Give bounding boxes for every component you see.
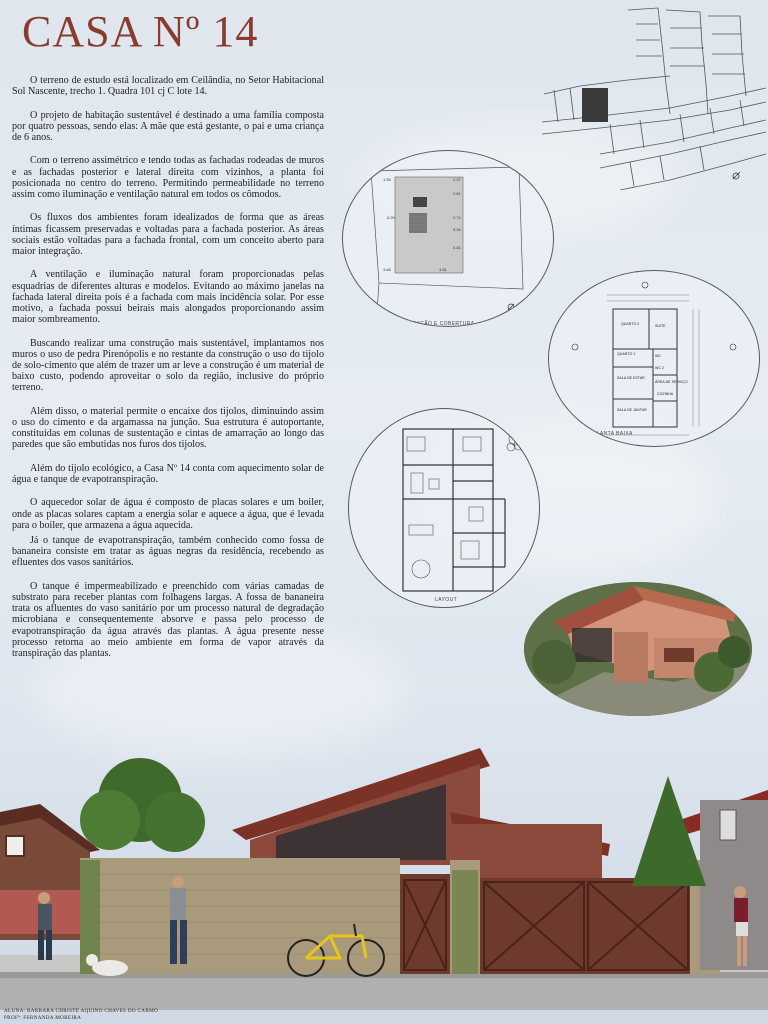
page-title: CASA Nº 14 — [22, 7, 259, 56]
paragraph: Com o terreno assimétrico e tendo todas as fachadas rodeadas de muros e as fachadas posterior e lateral direita com vizinhos, a planta foi posicionada no centro do terreno. Permitindo permeabilidade no terreno assim como iluminação e ventilação natural em todos os cômodos. — [12, 155, 324, 200]
layout-circle — [348, 408, 540, 608]
room-label: WC — [655, 354, 661, 358]
room-label: COZINHA — [657, 392, 674, 396]
credits — [4, 1008, 158, 1022]
room-label: SALA DE ESTAR — [617, 376, 645, 380]
paragraph: Além do tijolo ecológico, a Casa Nº 14 conta com aquecimento solar de água e tanque de evapotranspiração. — [12, 462, 324, 485]
paragraph: O terreno de estudo está localizado em Ceilândia, no Setor Habitacional Sol Nascente, trecho 1. Quadra 101 cj C lote 14. — [12, 75, 324, 98]
ground-floor-circle — [548, 270, 760, 447]
paragraph: Os fluxos dos ambientes foram idealizados de forma que as áreas íntimas ficassem preservadas e voltadas para a fachada posterior. As áreas sociais estão voltadas para a fachada frontal, com um conceito aberto para maior integração. — [12, 212, 324, 257]
dimension-label: 3.24 — [453, 227, 461, 232]
dimension-label: 0.20 — [387, 215, 395, 220]
paragraph: Além disso, o material permite o encaixe dos tijolos, diminuindo assim o uso do cimento e da argamassa na junção. Sua estrutura é autoportante, constituídas em colunas de sustentação e cintas de amarração ao longo das paredes que são embutidas nos furos dos tijolos. — [12, 405, 324, 451]
room-label: QUARTO 1 — [617, 352, 636, 356]
student-credit: ALUNA: BARBARA CHRISTE AQUINO CHAVES DO CARMO — [4, 1008, 159, 1014]
location-map — [540, 4, 768, 190]
render-circle — [524, 582, 752, 716]
layout-label: LAYOUT — [435, 597, 458, 603]
dimension-label: 2.61 — [453, 191, 461, 196]
dimension-label: 2.74 — [453, 215, 461, 220]
dimension-label: 1.95 — [383, 177, 391, 182]
site-plan-label: LOCAÇÃO E COBERTURA — [405, 321, 475, 327]
dimension-label: 2.37 — [453, 177, 461, 182]
dimension-label: 3.81 — [439, 267, 447, 272]
facade-render — [0, 740, 768, 1010]
description-column — [12, 75, 324, 671]
paragraph: O tanque é impermeabilizado e preenchido com várias camadas de substrato para receber plantas com folhagens largas. A fossa de bananeira trata os afluentes do vaso sanitário por um processo natural de degradação microbiana e consequentemente absorve e passa pelo processo de evapotranspiração da água através das plantas. A água presente nesse processo retorna ao meio ambiente em forma de vapor através da transpiração das plantas. — [12, 580, 324, 660]
room-label: WC 2 — [655, 366, 664, 370]
room-label: QUARTO 2 — [621, 322, 640, 326]
paragraph: O aquecedor solar de água é composto de placas solares e um boiler, onde as placas solares captam a energia solar e aquece a água, que é levada para o boiler, que armazena a água aquecida. — [12, 497, 324, 531]
paragraph: O projeto de habitação sustentável é destinado a uma família composta por quatro pessoas, sendo elas: A mãe que está gestante, o pai e uma criança de 6 anos. — [12, 109, 324, 143]
dimension-label: 3.68 — [383, 267, 391, 272]
professor-credit: PROFª: FERNANDA MOREIRA — [4, 1015, 82, 1021]
ground-floor-label: PLANTA BAIXA — [593, 431, 633, 437]
dimension-label: 0.81 — [453, 245, 461, 250]
paragraph: Já o tanque de evapotranspiração, também conhecido como fossa de bananeira consiste em tratar as águas negras da residência, recebendo as efluentes dos vasos sanitários. — [12, 535, 324, 569]
room-label: SUITE — [655, 324, 666, 328]
paragraph: A ventilação e iluminação natural foram proporcionadas pelas esquadrias de diferentes alturas e modelos. Evitando ao máximo janelas na fachada lateral direita pois é a fachada com mais incidência solar. Por esse motivo, a fachada possui beirais mais alongados proporcionando assim maior sombreamento. — [12, 269, 324, 326]
site-plan-circle — [342, 150, 554, 327]
paragraph: Buscando realizar uma construção mais sustentável, implantamos nos muros o uso de pedra Pirenópolis e no restante da construção o uso do tijolo de solo-cimento que além de trazer um ar leve a construção é um material de baixo custo, podendo aproveitar o solo da região, inclusive do próprio terreno. — [12, 337, 324, 394]
room-label: SALA DE JANTAR — [617, 408, 647, 412]
room-label: ÁREA DE SERVIÇO — [655, 380, 688, 384]
